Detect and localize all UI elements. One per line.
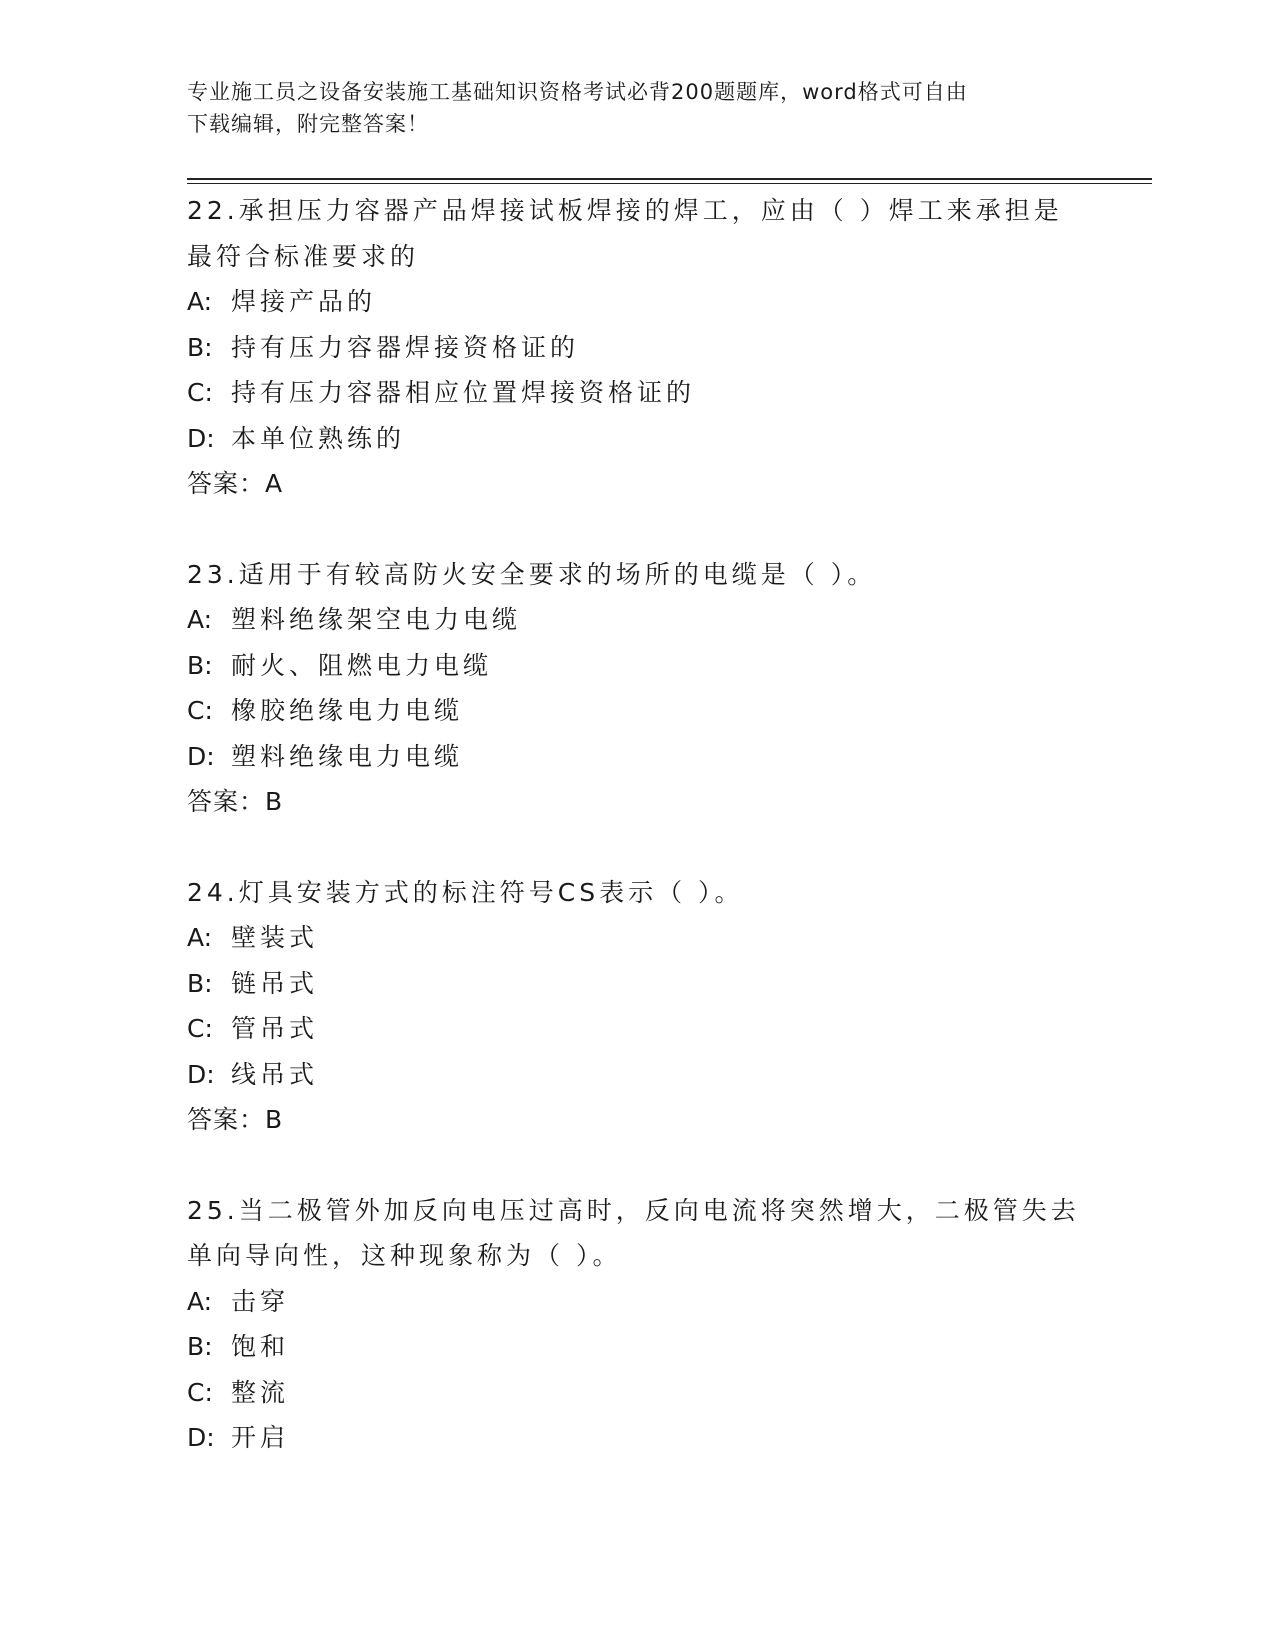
option-text: 耐火、阻燃电力电缆	[231, 650, 493, 680]
option-text: 线吊式	[231, 1059, 319, 1089]
header-divider-thin	[187, 183, 1152, 184]
option-key: B:	[187, 332, 213, 362]
answer-line: 答案：A	[187, 469, 284, 498]
option-key: C:	[187, 1014, 213, 1043]
option-key: A:	[187, 605, 213, 634]
option-d	[187, 734, 1087, 780]
option-c	[187, 688, 1087, 734]
option-text: 链吊式	[231, 968, 319, 998]
answer-line: 答案：B	[187, 1105, 284, 1134]
option-text: 壁装式	[231, 923, 319, 952]
answer-line: 答案：B	[187, 787, 284, 816]
option-a	[187, 597, 1087, 643]
option-key: B:	[187, 968, 213, 998]
option-key: D:	[187, 423, 215, 453]
option-text: 橡胶绝缘电力电缆	[231, 696, 464, 725]
option-key: D:	[187, 1059, 215, 1089]
option-key: C:	[187, 378, 213, 407]
header-divider-thick	[187, 178, 1152, 180]
option-b	[187, 643, 1087, 689]
question-25	[187, 1188, 1087, 1461]
option-text: 整流	[231, 1377, 290, 1407]
option-d	[187, 1415, 1087, 1461]
option-d	[187, 416, 1087, 462]
option-a	[187, 1279, 1087, 1325]
question-stem-line: 23.适用于有较高防火安全要求的场所的电缆是（ ）。	[187, 559, 877, 589]
option-text: 持有压力容器焊接资格证的	[231, 332, 580, 362]
option-text: 持有压力容器相应位置焊接资格证的	[231, 378, 696, 407]
option-b	[187, 961, 1087, 1007]
question-23	[187, 552, 1087, 825]
question-stem-line: 22.承担压力容器产品焊接试板焊接的焊工，应由（ ）焊工来承担是	[187, 196, 1063, 225]
option-key: B:	[187, 650, 213, 680]
option-key: B:	[187, 1332, 213, 1361]
question-stem-line: 单向导向性，这种现象称为（ ）。	[187, 1241, 622, 1270]
question-stem-line: 24.灯具安装方式的标注符号CS表示（ ）。	[187, 877, 744, 907]
header-line-1: 专业施工员之设备安装施工基础知识资格考试必背200题题库，word格式可自由	[187, 80, 968, 104]
document-header	[187, 76, 1067, 140]
option-key: D:	[187, 1423, 215, 1452]
option-key: C:	[187, 696, 213, 725]
option-text: 塑料绝缘电力电缆	[231, 741, 464, 771]
option-key: A:	[187, 1286, 213, 1316]
option-key: A:	[187, 923, 213, 952]
question-22	[187, 188, 1087, 507]
option-text: 开启	[231, 1423, 290, 1452]
option-key: A:	[187, 287, 213, 316]
question-list	[187, 188, 1087, 1461]
option-text: 击穿	[231, 1286, 290, 1316]
option-c	[187, 1006, 1087, 1052]
option-a	[187, 915, 1087, 961]
option-b	[187, 1324, 1087, 1370]
option-text: 管吊式	[231, 1014, 319, 1043]
question-24	[187, 870, 1087, 1143]
option-b	[187, 325, 1087, 371]
option-d	[187, 1052, 1087, 1098]
header-line-2: 下载编辑，附完整答案！	[187, 112, 429, 136]
question-stem-line: 最符合标准要求的	[187, 241, 420, 271]
option-c	[187, 370, 1087, 416]
option-c	[187, 1370, 1087, 1416]
option-text: 塑料绝缘架空电力电缆	[231, 605, 522, 634]
question-stem-line: 25.当二极管外加反向电压过高时，反向电流将突然增大，二极管失去	[187, 1195, 1080, 1225]
option-text: 本单位熟练的	[231, 423, 406, 453]
option-key: D:	[187, 741, 215, 771]
option-a	[187, 279, 1087, 325]
option-text: 焊接产品的	[231, 287, 377, 316]
option-text: 饱和	[231, 1332, 290, 1361]
option-key: C:	[187, 1377, 213, 1407]
